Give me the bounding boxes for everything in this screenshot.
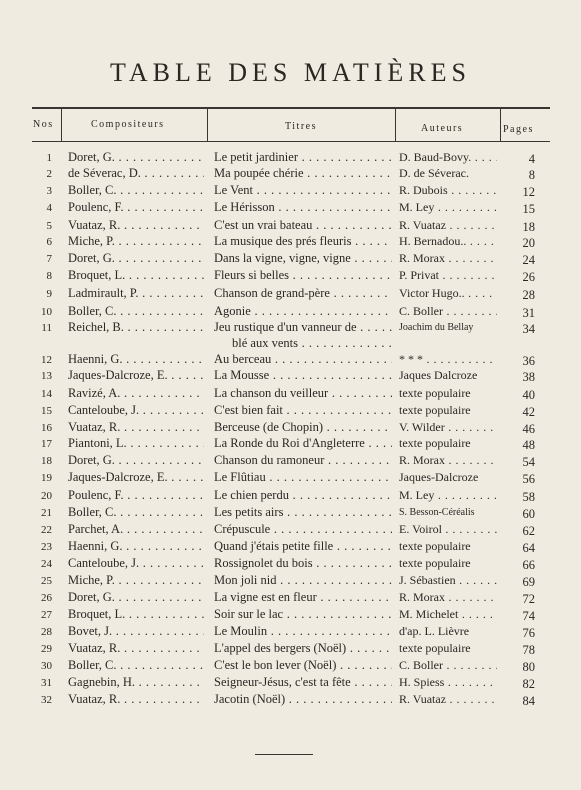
page-number: 56 [522, 472, 535, 486]
composer: Parchet, A. . . . [68, 522, 204, 537]
page-number: 54 [522, 455, 535, 469]
row-number: 3 [46, 185, 52, 197]
author: Jaques-Dalcroze [399, 470, 479, 484]
table-row [0, 641, 581, 659]
song-title: C'est bien fait . . . [214, 403, 392, 418]
composer: Poulenc, F. . . . [68, 488, 204, 503]
author: Joachim du Bellay [399, 322, 474, 333]
song-title: Les petits airs . . . [214, 505, 392, 520]
table-row [0, 505, 581, 523]
composer: Jaques-Dalcroze, E. . . . [68, 368, 204, 383]
song-title: La Mousse . . . [214, 368, 392, 383]
page-number: 8 [528, 168, 535, 182]
song-title: Le petit jardinier . . . [214, 150, 392, 165]
page-number: 46 [522, 422, 535, 436]
page-number: 4 [528, 152, 535, 166]
song-title: Le Hérisson . . . [214, 200, 392, 215]
composer: Ladmirault, P. . . . [68, 286, 204, 301]
table-row [0, 453, 581, 471]
header-auteurs: Auteurs [421, 123, 464, 134]
page-number: 60 [522, 507, 535, 521]
header-pages: Pages [503, 124, 534, 135]
author: R. Morax . . . [399, 590, 497, 605]
page-number: 24 [522, 253, 535, 267]
page-number: 38 [522, 370, 535, 384]
table-row [0, 470, 581, 488]
page-number: 40 [522, 388, 535, 402]
table-row [0, 522, 581, 540]
author: Jaques Dalcroze [399, 368, 478, 382]
table-row [0, 268, 581, 286]
row-number: 17 [41, 438, 52, 450]
composer: Jaques-Dalcroze, E. . . . [68, 470, 204, 485]
page-number: 74 [522, 609, 535, 623]
author: Victor Hugo.. . . . [399, 286, 497, 301]
row-number: 13 [41, 370, 52, 382]
row-number: 29 [41, 643, 52, 655]
column-divider [207, 107, 208, 142]
author: texte populaire [399, 641, 471, 655]
row-number: 27 [41, 609, 52, 621]
row-number: 1 [46, 152, 52, 164]
author: texte populaire [399, 386, 471, 400]
author: H. Bernadou.. . . . [399, 234, 497, 249]
row-number: 23 [41, 541, 52, 553]
composer: de Séverac, D. . . . [68, 166, 204, 181]
table-row [0, 251, 581, 269]
page-number: 31 [522, 306, 535, 320]
song-title: Soir sur le lac . . . [214, 607, 392, 622]
row-number: 7 [46, 253, 52, 265]
author: R. Morax . . . [399, 453, 497, 468]
page-number: 48 [522, 438, 535, 452]
song-title: La chanson du veilleur . . . [214, 386, 392, 401]
song-title: La musique des prés fleuris . . . [214, 234, 392, 249]
author: * * * . . . [399, 352, 497, 367]
composer: Canteloube, J. . . . [68, 556, 204, 571]
composer: Doret, G. . . . [68, 453, 204, 468]
page-number: 34 [522, 322, 535, 336]
table-row [0, 386, 581, 404]
composer: Broquet, L. . . . [68, 607, 204, 622]
page-number: 72 [522, 592, 535, 606]
page-number: 15 [522, 202, 535, 216]
row-number: 25 [41, 575, 52, 587]
row-number: 31 [41, 677, 52, 689]
composer: Doret, G. . . . [68, 150, 204, 165]
author: texte populaire [399, 539, 471, 553]
column-divider [500, 107, 501, 142]
row-number: 2 [46, 168, 52, 180]
page-number: 36 [522, 354, 535, 368]
table-row [0, 166, 581, 184]
table-row [0, 368, 581, 386]
composer: Boller, C. . . . [68, 304, 204, 319]
row-number: 14 [41, 388, 52, 400]
composer: Haenni, G. . . . [68, 539, 204, 554]
page-number: 69 [522, 575, 535, 589]
page-number: 42 [522, 405, 535, 419]
table-row [0, 539, 581, 557]
author: M. Ley . . . [399, 488, 497, 503]
song-title: C'est le bon lever (Noël) . . . [214, 658, 392, 673]
table-row [0, 320, 581, 350]
composer: Reichel, B. . . . [68, 320, 204, 335]
composer: Gagnebin, H. . . . [68, 675, 204, 690]
song-title: Dans la vigne, vigne, vigne . . . [214, 251, 392, 266]
table-row [0, 624, 581, 642]
table-row [0, 590, 581, 608]
author: texte populaire [399, 556, 471, 570]
composer: Boller, C. . . . [68, 183, 204, 198]
row-number: 30 [41, 660, 52, 672]
column-divider [395, 107, 396, 142]
composer: Boller, C. . . . [68, 658, 204, 673]
composer: Vuataz, R. . . . [68, 420, 204, 435]
song-title: Ma poupée chérie . . . [214, 166, 392, 181]
row-number: 26 [41, 592, 52, 604]
table-row [0, 436, 581, 454]
song-title: Le Moulin . . . [214, 624, 392, 639]
composer: Miche, P. . . . [68, 573, 204, 588]
table-row [0, 573, 581, 591]
author: R. Vuataz . . . [399, 692, 497, 707]
song-title: Mon joli nid . . . [214, 573, 392, 588]
song-title: Le Flûtiau . . . [214, 470, 392, 485]
composer: Canteloube, J. . . . [68, 403, 204, 418]
bottom-rule [255, 754, 313, 755]
table-row [0, 692, 581, 710]
row-number: 32 [41, 694, 52, 706]
page-number: 78 [522, 643, 535, 657]
header-nos: Nos [33, 119, 54, 130]
table-row [0, 607, 581, 625]
row-number: 21 [41, 507, 52, 519]
author: R. Dubois . . . [399, 183, 497, 198]
author: V. Wilder . . . [399, 420, 497, 435]
row-number: 10 [41, 306, 52, 318]
song-title: L'appel des bergers (Noël) . . . [214, 641, 392, 656]
song-title: Seigneur-Jésus, c'est ta fête . . . [214, 675, 392, 690]
composer: Broquet, L. . . . [68, 268, 204, 283]
author: C. Boller . . . [399, 658, 497, 673]
song-title: Le chien perdu . . . [214, 488, 392, 503]
author: E. Voirol . . . [399, 522, 497, 537]
page-number: 80 [522, 660, 535, 674]
header-titres: Titres [285, 121, 317, 132]
table-row [0, 403, 581, 421]
composer: Bovet, J. . . . [68, 624, 204, 639]
song-title: Quand j'étais petite fille . . . [214, 539, 392, 554]
row-number: 8 [46, 270, 52, 282]
composer: Boller, C. . . . [68, 505, 204, 520]
page-number: 62 [522, 524, 535, 538]
table-row [0, 675, 581, 693]
composer: Doret, G. . . . [68, 251, 204, 266]
column-divider [61, 107, 62, 142]
row-number: 22 [41, 524, 52, 536]
page-number: 82 [522, 677, 535, 691]
composer: Vuataz, R. . . . [68, 218, 204, 233]
row-number: 6 [46, 236, 52, 248]
composer: Miche, P. . . . [68, 234, 204, 249]
author: texte populaire [399, 436, 471, 450]
page-number: 64 [522, 541, 535, 555]
author: C. Boller . . . [399, 304, 497, 319]
row-number: 15 [41, 405, 52, 417]
song-title: Jeu rustique d'un vanneur de . . . [214, 320, 392, 335]
composer: Vuataz, R. . . . [68, 641, 204, 656]
song-title: Fleurs si belles . . . [214, 268, 392, 283]
row-number: 11 [41, 322, 52, 334]
song-title: C'est un vrai bateau . . . [214, 218, 392, 233]
author: M. Michelet . . . [399, 607, 497, 622]
table-header-rule [32, 141, 550, 142]
page-number: 28 [522, 288, 535, 302]
song-title: Jacotin (Noël) . . . [214, 692, 392, 707]
author: R. Vuataz . . . [399, 218, 497, 233]
page-number: 12 [522, 185, 535, 199]
author: d'ap. L. Lièvre [399, 624, 470, 638]
song-title-continued: blé aux vents . . . [232, 336, 392, 351]
composer: Piantoni, L. . . . [68, 436, 204, 451]
header-compositeurs: Compositeurs [91, 119, 165, 130]
row-number: 4 [46, 202, 52, 214]
row-number: 18 [41, 455, 52, 467]
page-number: 66 [522, 558, 535, 572]
author: texte populaire [399, 403, 471, 417]
page-number: 84 [522, 694, 535, 708]
page-number: 58 [522, 490, 535, 504]
table-row [0, 183, 581, 201]
page-number: 26 [522, 270, 535, 284]
table-row [0, 200, 581, 218]
row-number: 5 [46, 220, 52, 232]
row-number: 12 [41, 354, 52, 366]
author: S. Besson-Céréalis [399, 507, 475, 518]
row-number: 9 [46, 288, 52, 300]
author: R. Morax . . . [399, 251, 497, 266]
author: M. Ley . . . [399, 200, 497, 215]
author: J. Sébastien . . . [399, 573, 497, 588]
table-row [0, 556, 581, 574]
page-number: 18 [522, 220, 535, 234]
author: P. Privat . . . [399, 268, 497, 283]
table-row [0, 488, 581, 506]
row-number: 28 [41, 626, 52, 638]
composer: Ravizé, A. . . . [68, 386, 204, 401]
row-number: 16 [41, 422, 52, 434]
composer: Poulenc, F. . . . [68, 200, 204, 215]
song-title: Agonie . . . [214, 304, 392, 319]
table-row [0, 234, 581, 252]
table-row [0, 286, 581, 304]
page-title: TABLE DES MATIÈRES [110, 58, 471, 87]
row-number: 20 [41, 490, 52, 502]
song-title: La vigne est en fleur . . . [214, 590, 392, 605]
author: H. Spiess . . . [399, 675, 497, 690]
composer: Doret, G. . . . [68, 590, 204, 605]
author: D. Baud-Bovy. . . . [399, 150, 497, 165]
song-title: Crépuscule . . . [214, 522, 392, 537]
page-number: 20 [522, 236, 535, 250]
row-number: 19 [41, 472, 52, 484]
composer: Vuataz, R. . . . [68, 692, 204, 707]
song-title: Chanson de grand-père . . . [214, 286, 392, 301]
song-title: Le Vent . . . [214, 183, 392, 198]
song-title: Rossignolet du bois . . . [214, 556, 392, 571]
song-title: Berceuse (de Chopin) . . . [214, 420, 392, 435]
page-number: 76 [522, 626, 535, 640]
table-row [0, 658, 581, 676]
table-top-rule [32, 107, 550, 109]
song-title: Chanson du ramoneur . . . [214, 453, 392, 468]
author: D. de Séverac. [399, 166, 469, 180]
song-title: Au berceau . . . [214, 352, 392, 367]
row-number: 24 [41, 558, 52, 570]
song-title: La Ronde du Roi d'Angleterre . . . [214, 436, 392, 451]
composer: Haenni, G. . . . [68, 352, 204, 367]
